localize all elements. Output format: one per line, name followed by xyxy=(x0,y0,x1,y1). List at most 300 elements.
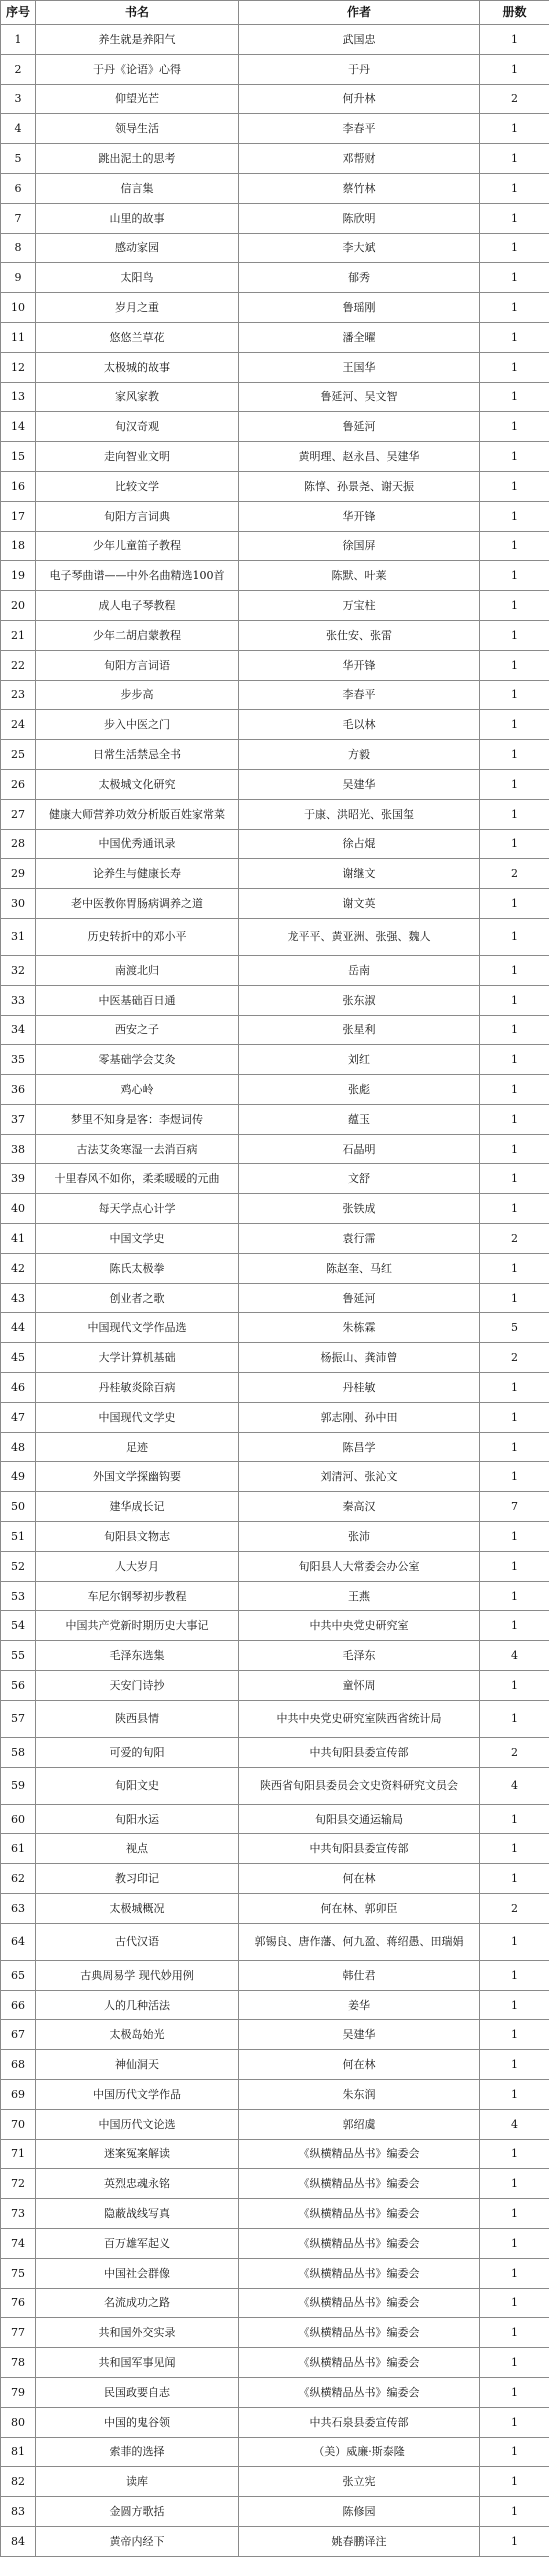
cell-title: 成人电子琴教程 xyxy=(36,591,239,621)
cell-no: 50 xyxy=(1,1492,36,1522)
cell-count: 1 xyxy=(480,2526,549,2556)
cell-no: 21 xyxy=(1,620,36,650)
cell-title: 旬阳县文物志 xyxy=(36,1522,239,1552)
cell-author: 陈欣明 xyxy=(239,203,480,233)
table-row xyxy=(1,1194,549,1224)
cell-author: 张立宪 xyxy=(239,2467,480,2497)
cell-title: 山里的故事 xyxy=(36,203,239,233)
table-row xyxy=(1,382,549,412)
cell-no: 74 xyxy=(1,2228,36,2258)
cell-count: 1 xyxy=(480,889,549,919)
cell-count: 1 xyxy=(480,829,549,859)
cell-no: 57 xyxy=(1,1700,36,1737)
cell-author: 郭志刚、孙中田 xyxy=(239,1402,480,1432)
cell-title: 建华成长记 xyxy=(36,1492,239,1522)
cell-no: 30 xyxy=(1,889,36,919)
cell-author: 中共旬阳县委宣传部 xyxy=(239,1834,480,1864)
table-row xyxy=(1,293,549,323)
cell-count: 1 xyxy=(480,2139,549,2169)
cell-title: 零基础学会艾灸 xyxy=(36,1045,239,1075)
table-row xyxy=(1,1432,549,1462)
cell-author: 张铁成 xyxy=(239,1194,480,1224)
table-row xyxy=(1,263,549,293)
cell-count: 1 xyxy=(480,740,549,770)
cell-count: 1 xyxy=(480,620,549,650)
table-row xyxy=(1,1641,549,1671)
cell-count: 1 xyxy=(480,322,549,352)
table-row xyxy=(1,2199,549,2229)
table-row xyxy=(1,829,549,859)
cell-no: 49 xyxy=(1,1462,36,1492)
table-row xyxy=(1,1611,549,1641)
cell-title: 读库 xyxy=(36,2467,239,2497)
cell-author: 秦高汉 xyxy=(239,1492,480,1522)
table-row xyxy=(1,1343,549,1373)
cell-count: 1 xyxy=(480,2348,549,2378)
cell-count: 4 xyxy=(480,1641,549,1671)
cell-author: 陈默、叶莱 xyxy=(239,561,480,591)
cell-no: 6 xyxy=(1,173,36,203)
cell-author: 朱东润 xyxy=(239,2080,480,2110)
table-row xyxy=(1,1864,549,1894)
cell-author: 陈赵奎、马红 xyxy=(239,1253,480,1283)
cell-count: 1 xyxy=(480,1522,549,1552)
table-row xyxy=(1,1551,549,1581)
cell-author: 文舒 xyxy=(239,1164,480,1194)
cell-no: 44 xyxy=(1,1313,36,1343)
cell-author: 《纵横精品丛书》编委会 xyxy=(239,2169,480,2199)
table-row xyxy=(1,25,549,55)
cell-count: 1 xyxy=(480,2020,549,2050)
cell-author: 何在林 xyxy=(239,2050,480,2080)
cell-title: 西安之子 xyxy=(36,1015,239,1045)
table-row xyxy=(1,2437,549,2467)
table-row xyxy=(1,1804,549,1834)
cell-no: 37 xyxy=(1,1104,36,1134)
cell-no: 64 xyxy=(1,1923,36,1960)
cell-count: 1 xyxy=(480,1581,549,1611)
cell-title: 中国社会群像 xyxy=(36,2258,239,2288)
cell-author: 方毅 xyxy=(239,740,480,770)
cell-author: 何在林、郭卯臣 xyxy=(239,1894,480,1924)
cell-title: 南渡北归 xyxy=(36,955,239,985)
cell-author: 于康、洪昭光、张国玺 xyxy=(239,799,480,829)
cell-no: 43 xyxy=(1,1283,36,1313)
cell-title: 历史转折中的邓小平 xyxy=(36,918,239,955)
table-row xyxy=(1,2526,549,2556)
cell-count: 1 xyxy=(480,1432,549,1462)
cell-no: 55 xyxy=(1,1641,36,1671)
cell-title: 古法艾灸寒湿一去消百病 xyxy=(36,1134,239,1164)
cell-no: 18 xyxy=(1,531,36,561)
cell-title: 古典周易学 现代妙用例 xyxy=(36,1960,239,1990)
cell-no: 29 xyxy=(1,859,36,889)
cell-title: 于丹《论语》心得 xyxy=(36,54,239,84)
cell-author: 于丹 xyxy=(239,54,480,84)
table-row xyxy=(1,2258,549,2288)
table-row xyxy=(1,2228,549,2258)
cell-author: 陕西省旬阳县委员会文史资料研究文员会 xyxy=(239,1767,480,1804)
table-row xyxy=(1,1402,549,1432)
cell-author: 旬阳县交通运输局 xyxy=(239,1804,480,1834)
cell-no: 13 xyxy=(1,382,36,412)
table-row xyxy=(1,322,549,352)
cell-author: 童怀周 xyxy=(239,1671,480,1701)
table-row xyxy=(1,859,549,889)
header-no: 序号 xyxy=(1,1,36,25)
cell-title: 人大岁月 xyxy=(36,1551,239,1581)
cell-count: 1 xyxy=(480,769,549,799)
table-row xyxy=(1,2497,549,2527)
cell-title: 丹桂敏炎除百病 xyxy=(36,1373,239,1403)
cell-author: 《纵横精品丛书》编委会 xyxy=(239,2318,480,2348)
cell-no: 81 xyxy=(1,2437,36,2467)
cell-count: 1 xyxy=(480,1134,549,1164)
cell-count: 1 xyxy=(480,918,549,955)
cell-author: 《纵横精品丛书》编委会 xyxy=(239,2228,480,2258)
header-author: 作者 xyxy=(239,1,480,25)
cell-no: 73 xyxy=(1,2199,36,2229)
cell-count: 1 xyxy=(480,2437,549,2467)
cell-no: 41 xyxy=(1,1224,36,1254)
cell-no: 35 xyxy=(1,1045,36,1075)
cell-author: 华开锋 xyxy=(239,501,480,531)
cell-author: 岳南 xyxy=(239,955,480,985)
cell-count: 1 xyxy=(480,2169,549,2199)
cell-no: 79 xyxy=(1,2377,36,2407)
cell-title: 家风家教 xyxy=(36,382,239,412)
table-row xyxy=(1,1894,549,1924)
cell-no: 22 xyxy=(1,650,36,680)
cell-count: 1 xyxy=(480,352,549,382)
cell-count: 1 xyxy=(480,2467,549,2497)
cell-no: 56 xyxy=(1,1671,36,1701)
cell-title: 悠悠兰草花 xyxy=(36,322,239,352)
cell-count: 1 xyxy=(480,1015,549,1045)
cell-author: 吴建华 xyxy=(239,769,480,799)
cell-no: 48 xyxy=(1,1432,36,1462)
table-row xyxy=(1,1164,549,1194)
cell-count: 1 xyxy=(480,955,549,985)
cell-title: 太阳鸟 xyxy=(36,263,239,293)
cell-no: 71 xyxy=(1,2139,36,2169)
cell-no: 80 xyxy=(1,2407,36,2437)
cell-author: 姜华 xyxy=(239,1990,480,2020)
cell-no: 19 xyxy=(1,561,36,591)
cell-no: 52 xyxy=(1,1551,36,1581)
cell-author: 袁行霈 xyxy=(239,1224,480,1254)
cell-no: 9 xyxy=(1,263,36,293)
cell-count: 7 xyxy=(480,1492,549,1522)
cell-author: 旬阳县人大常委会办公室 xyxy=(239,1551,480,1581)
table-row xyxy=(1,352,549,382)
cell-author: 何升林 xyxy=(239,84,480,114)
cell-no: 58 xyxy=(1,1737,36,1767)
cell-title: 健康大师营养功效分析版百姓家常菜 xyxy=(36,799,239,829)
cell-no: 24 xyxy=(1,710,36,740)
cell-author: 毛以林 xyxy=(239,710,480,740)
cell-title: 跳出泥土的思考 xyxy=(36,144,239,174)
table-row xyxy=(1,233,549,263)
cell-title: 太极城的故事 xyxy=(36,352,239,382)
cell-count: 1 xyxy=(480,173,549,203)
table-row xyxy=(1,710,549,740)
table-row xyxy=(1,2109,549,2139)
cell-author: 陈昌学 xyxy=(239,1432,480,1462)
cell-count: 2 xyxy=(480,1737,549,1767)
table-row xyxy=(1,1283,549,1313)
cell-count: 1 xyxy=(480,1804,549,1834)
cell-author: 徐占焜 xyxy=(239,829,480,859)
cell-count: 1 xyxy=(480,54,549,84)
table-row xyxy=(1,1671,549,1701)
table-row xyxy=(1,1134,549,1164)
table-row xyxy=(1,1224,549,1254)
cell-title: 视点 xyxy=(36,1834,239,1864)
cell-no: 61 xyxy=(1,1834,36,1864)
cell-title: 迷案冤案解读 xyxy=(36,2139,239,2169)
cell-count: 1 xyxy=(480,203,549,233)
cell-author: 张沛 xyxy=(239,1522,480,1552)
cell-no: 51 xyxy=(1,1522,36,1552)
cell-no: 14 xyxy=(1,412,36,442)
table-row xyxy=(1,620,549,650)
cell-author: 万宝柱 xyxy=(239,591,480,621)
cell-count: 1 xyxy=(480,1923,549,1960)
cell-title: 论养生与健康长寿 xyxy=(36,859,239,889)
cell-no: 67 xyxy=(1,2020,36,2050)
table-row xyxy=(1,1834,549,1864)
cell-count: 1 xyxy=(480,710,549,740)
cell-author: 韩仕君 xyxy=(239,1960,480,1990)
cell-no: 17 xyxy=(1,501,36,531)
cell-count: 2 xyxy=(480,84,549,114)
cell-count: 1 xyxy=(480,1164,549,1194)
cell-title: 少年儿童笛子教程 xyxy=(36,531,239,561)
cell-title: 电子琴曲谱——中外名曲精选100首 xyxy=(36,561,239,591)
cell-count: 1 xyxy=(480,471,549,501)
cell-title: 感动家园 xyxy=(36,233,239,263)
cell-no: 34 xyxy=(1,1015,36,1045)
header-count: 册数 xyxy=(480,1,549,25)
table-row xyxy=(1,2407,549,2437)
table-row xyxy=(1,680,549,710)
cell-author: 《纵横精品丛书》编委会 xyxy=(239,2199,480,2229)
cell-author: 《纵横精品丛书》编委会 xyxy=(239,2348,480,2378)
cell-count: 1 xyxy=(480,1283,549,1313)
cell-no: 33 xyxy=(1,985,36,1015)
cell-title: 中国文学史 xyxy=(36,1224,239,1254)
cell-title: 旬阳水运 xyxy=(36,1804,239,1834)
cell-no: 23 xyxy=(1,680,36,710)
cell-no: 31 xyxy=(1,918,36,955)
table-row xyxy=(1,1373,549,1403)
table-row xyxy=(1,2288,549,2318)
header-row xyxy=(1,1,549,25)
cell-count: 1 xyxy=(480,2318,549,2348)
cell-count: 1 xyxy=(480,382,549,412)
table-row xyxy=(1,203,549,233)
cell-author: 石晶明 xyxy=(239,1134,480,1164)
cell-author: 李春平 xyxy=(239,680,480,710)
table-row xyxy=(1,471,549,501)
table-row xyxy=(1,591,549,621)
cell-author: 鲁延河、吴文智 xyxy=(239,382,480,412)
cell-no: 20 xyxy=(1,591,36,621)
cell-no: 42 xyxy=(1,1253,36,1283)
cell-no: 47 xyxy=(1,1402,36,1432)
cell-no: 65 xyxy=(1,1960,36,1990)
cell-count: 1 xyxy=(480,1402,549,1432)
table-row xyxy=(1,144,549,174)
cell-title: 旬阳方言词语 xyxy=(36,650,239,680)
cell-no: 36 xyxy=(1,1075,36,1105)
cell-title: 梦里不知身是客：李煜词传 xyxy=(36,1104,239,1134)
cell-author: 徐国屏 xyxy=(239,531,480,561)
cell-author: 黄明理、赵永昌、吴建华 xyxy=(239,442,480,472)
table-row xyxy=(1,173,549,203)
cell-author: 谢文英 xyxy=(239,889,480,919)
cell-title: 中国优秀通讯录 xyxy=(36,829,239,859)
cell-no: 69 xyxy=(1,2080,36,2110)
table-row xyxy=(1,2139,549,2169)
table-row xyxy=(1,1767,549,1804)
cell-count: 1 xyxy=(480,233,549,263)
cell-count: 1 xyxy=(480,1960,549,1990)
cell-title: 中国历代文学作品 xyxy=(36,2080,239,2110)
cell-count: 1 xyxy=(480,1194,549,1224)
cell-author: 郭绍虞 xyxy=(239,2109,480,2139)
cell-no: 53 xyxy=(1,1581,36,1611)
table-row xyxy=(1,114,549,144)
cell-no: 62 xyxy=(1,1864,36,1894)
cell-no: 2 xyxy=(1,54,36,84)
cell-author: 张东淑 xyxy=(239,985,480,1015)
cell-author: 何在林 xyxy=(239,1864,480,1894)
cell-title: 老中医教你胃肠病调养之道 xyxy=(36,889,239,919)
table-row xyxy=(1,2318,549,2348)
cell-no: 11 xyxy=(1,322,36,352)
cell-no: 12 xyxy=(1,352,36,382)
cell-title: 金圆方歌括 xyxy=(36,2497,239,2527)
table-row xyxy=(1,2169,549,2199)
table-row xyxy=(1,501,549,531)
cell-count: 1 xyxy=(480,114,549,144)
cell-no: 46 xyxy=(1,1373,36,1403)
cell-no: 84 xyxy=(1,2526,36,2556)
cell-count: 1 xyxy=(480,1611,549,1641)
cell-count: 1 xyxy=(480,1373,549,1403)
cell-count: 1 xyxy=(480,561,549,591)
cell-author: 《纵横精品丛书》编委会 xyxy=(239,2377,480,2407)
cell-title: 百万雄军起义 xyxy=(36,2228,239,2258)
cell-author: 《纵横精品丛书》编委会 xyxy=(239,2139,480,2169)
cell-author: 蕴玉 xyxy=(239,1104,480,1134)
cell-title: 中国的鬼谷领 xyxy=(36,2407,239,2437)
cell-count: 1 xyxy=(480,1671,549,1701)
cell-title: 比较文学 xyxy=(36,471,239,501)
table-row xyxy=(1,2020,549,2050)
header-title: 书名 xyxy=(36,1,239,25)
table-row xyxy=(1,1253,549,1283)
cell-title: 车尼尔钢琴初步教程 xyxy=(36,1581,239,1611)
cell-count: 4 xyxy=(480,2109,549,2139)
table-row xyxy=(1,1923,549,1960)
cell-author: 《纵横精品丛书》编委会 xyxy=(239,2288,480,2318)
cell-title: 中国现代文学作品选 xyxy=(36,1313,239,1343)
cell-no: 15 xyxy=(1,442,36,472)
cell-count: 1 xyxy=(480,2288,549,2318)
cell-author: 《纵横精品丛书》编委会 xyxy=(239,2258,480,2288)
table-row xyxy=(1,889,549,919)
cell-title: 旬汉奇观 xyxy=(36,412,239,442)
cell-count: 1 xyxy=(480,2080,549,2110)
cell-author: 刘清河、张沁文 xyxy=(239,1462,480,1492)
table-row xyxy=(1,2080,549,2110)
table-row xyxy=(1,985,549,1015)
cell-no: 78 xyxy=(1,2348,36,2378)
cell-no: 1 xyxy=(1,25,36,55)
table-row xyxy=(1,2467,549,2497)
table-row xyxy=(1,1075,549,1105)
cell-author: 中共中央党史研究室陕西省统计局 xyxy=(239,1700,480,1737)
cell-title: 少年二胡启蒙教程 xyxy=(36,620,239,650)
cell-author: 蔡竹林 xyxy=(239,173,480,203)
table-row xyxy=(1,769,549,799)
cell-no: 70 xyxy=(1,2109,36,2139)
table-row xyxy=(1,1492,549,1522)
cell-title: 黄帝内经下 xyxy=(36,2526,239,2556)
cell-no: 27 xyxy=(1,799,36,829)
cell-author: 刘红 xyxy=(239,1045,480,1075)
cell-title: 步步高 xyxy=(36,680,239,710)
table-row xyxy=(1,84,549,114)
cell-count: 1 xyxy=(480,1990,549,2020)
cell-title: 外国文学探幽钩要 xyxy=(36,1462,239,1492)
cell-count: 1 xyxy=(480,2050,549,2080)
cell-title: 十里春风不如你，柔柔暖暖的元曲 xyxy=(36,1164,239,1194)
cell-count: 1 xyxy=(480,2228,549,2258)
cell-count: 1 xyxy=(480,1075,549,1105)
cell-count: 1 xyxy=(480,412,549,442)
cell-count: 5 xyxy=(480,1313,549,1343)
cell-no: 38 xyxy=(1,1134,36,1164)
cell-title: 民国政要自志 xyxy=(36,2377,239,2407)
cell-no: 3 xyxy=(1,84,36,114)
cell-author: 姚春鹏译注 xyxy=(239,2526,480,2556)
cell-count: 1 xyxy=(480,2199,549,2229)
cell-no: 59 xyxy=(1,1767,36,1804)
cell-title: 仰望光芒 xyxy=(36,84,239,114)
cell-author: 李春平 xyxy=(239,114,480,144)
cell-no: 77 xyxy=(1,2318,36,2348)
cell-count: 1 xyxy=(480,2407,549,2437)
cell-title: 太极岛始光 xyxy=(36,2020,239,2050)
cell-title: 太极城概况 xyxy=(36,1894,239,1924)
cell-no: 63 xyxy=(1,1894,36,1924)
table-row xyxy=(1,918,549,955)
table-row xyxy=(1,531,549,561)
cell-title: 索菲的选择 xyxy=(36,2437,239,2467)
cell-count: 1 xyxy=(480,442,549,472)
cell-count: 1 xyxy=(480,144,549,174)
cell-author: 鲁延河 xyxy=(239,412,480,442)
cell-title: 共和国外交实录 xyxy=(36,2318,239,2348)
cell-author: 张彪 xyxy=(239,1075,480,1105)
table-row xyxy=(1,1045,549,1075)
table-row xyxy=(1,1462,549,1492)
cell-count: 1 xyxy=(480,2258,549,2288)
